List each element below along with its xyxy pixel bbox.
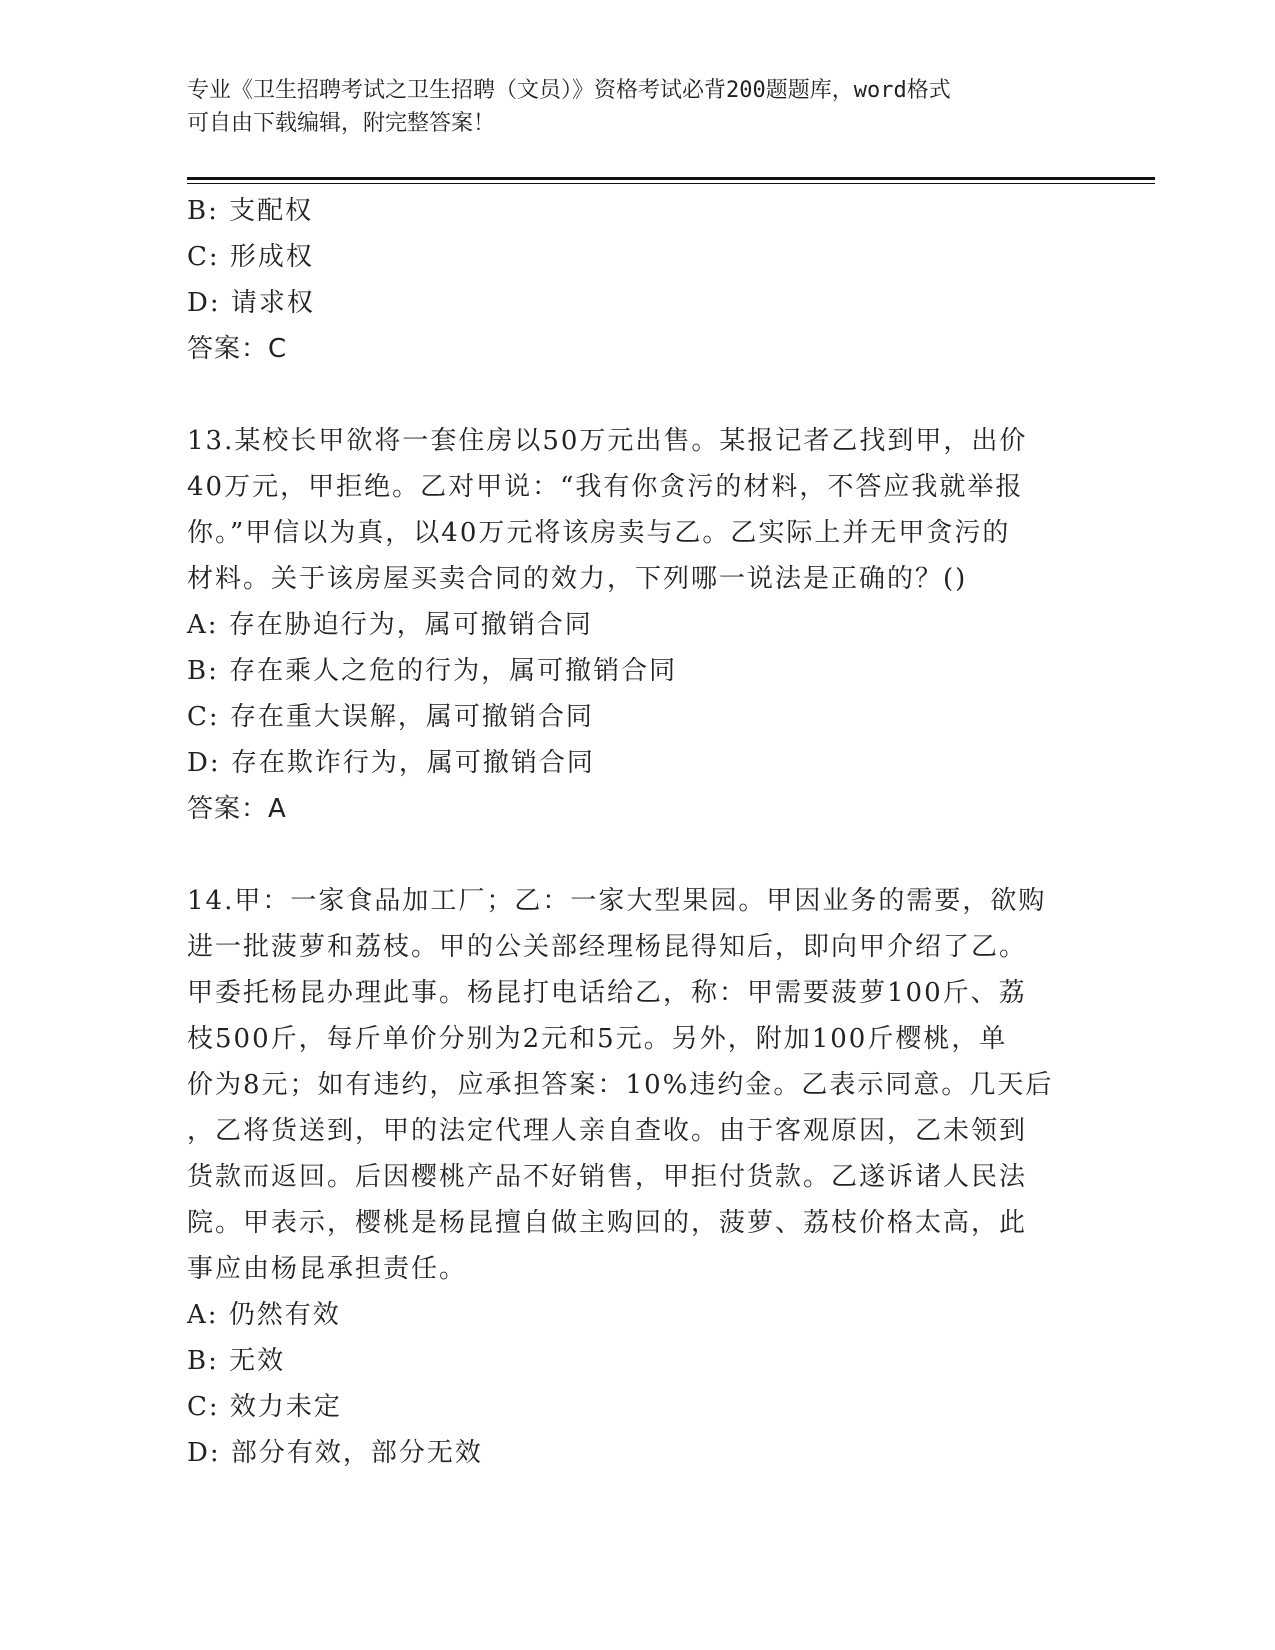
answer-line: 答案：A: [187, 794, 287, 824]
question-stem-line: 你。”甲信以为真，以40万元将该房卖与乙。乙实际上并无甲贪污的: [187, 518, 1011, 548]
question-stem-line: 材料。关于该房屋买卖合同的效力，下列哪一说法是正确的？(): [187, 564, 968, 594]
option-d: D: 请求权: [187, 288, 315, 318]
option-b: B: 支配权: [187, 196, 314, 226]
header-rule-thin: [187, 183, 1155, 184]
option-d: D: 部分有效，部分无效: [187, 1438, 483, 1468]
question-stem-line: 货款而返回。后因樱桃产品不好销售，甲拒付货款。乙遂诉诸人民法: [187, 1162, 1028, 1192]
spacer: [187, 832, 1067, 878]
option-d: D: 存在欺诈行为，属可撤销合同: [187, 748, 595, 778]
question-stem-line: 甲委托杨昆办理此事。杨昆打电话给乙，称：甲需要菠萝100斤、荔: [187, 978, 1027, 1008]
header-line-1: 专业《卫生招聘考试之卫生招聘（文员）》资格考试必背200题题库，word格式: [187, 78, 951, 103]
option-c: C: 存在重大误解，属可撤销合同: [187, 702, 594, 732]
option-a: A: 仍然有效: [187, 1300, 341, 1330]
header-rule-thick: [187, 177, 1155, 180]
document-header: [187, 74, 1067, 140]
option-a: A: 存在胁迫行为，属可撤销合同: [187, 610, 593, 640]
header-line-2: 可自由下载编辑，附完整答案！: [187, 111, 496, 136]
option-c: C: 形成权: [187, 242, 314, 272]
question-stem-line: 14.甲：一家食品加工厂；乙：一家大型果园。甲因业务的需要，欲购: [187, 886, 1047, 916]
question-13: [187, 418, 1067, 832]
document-body: [187, 188, 1067, 1476]
question-stem-line: 事应由杨昆承担责任。: [187, 1254, 468, 1284]
spacer: [187, 372, 1067, 418]
option-b: B: 存在乘人之危的行为，属可撤销合同: [187, 656, 678, 686]
option-c: C: 效力未定: [187, 1392, 342, 1422]
question-stem-line: 枝500斤，每斤单价分别为2元和5元。另外，附加100斤樱桃，单: [187, 1024, 1008, 1054]
answer-line: 答案：C: [187, 334, 288, 364]
question-14: [187, 878, 1067, 1476]
question-stem-line: 进一批菠萝和荔枝。甲的公关部经理杨昆得知后，即向甲介绍了乙。: [187, 932, 1028, 962]
question-stem-line: 13.某校长甲欲将一套住房以50万元出售。某报记者乙找到甲，出价: [187, 426, 1028, 456]
question-stem-line: 价为8元；如有违约，应承担答案：10%违约金。乙表示同意。几天后: [187, 1070, 1054, 1100]
question-stem-line: 40万元，甲拒绝。乙对甲说：“我有你贪污的材料，不答应我就举报: [187, 472, 1024, 502]
question-stem-line: ，乙将货送到，甲的法定代理人亲自查收。由于客观原因，乙未领到: [187, 1116, 1028, 1146]
option-b: B: 无效: [187, 1346, 286, 1376]
question-12: [187, 188, 1067, 372]
question-stem-line: 院。甲表示，樱桃是杨昆擅自做主购回的，菠萝、荔枝价格太高，此: [187, 1208, 1028, 1238]
